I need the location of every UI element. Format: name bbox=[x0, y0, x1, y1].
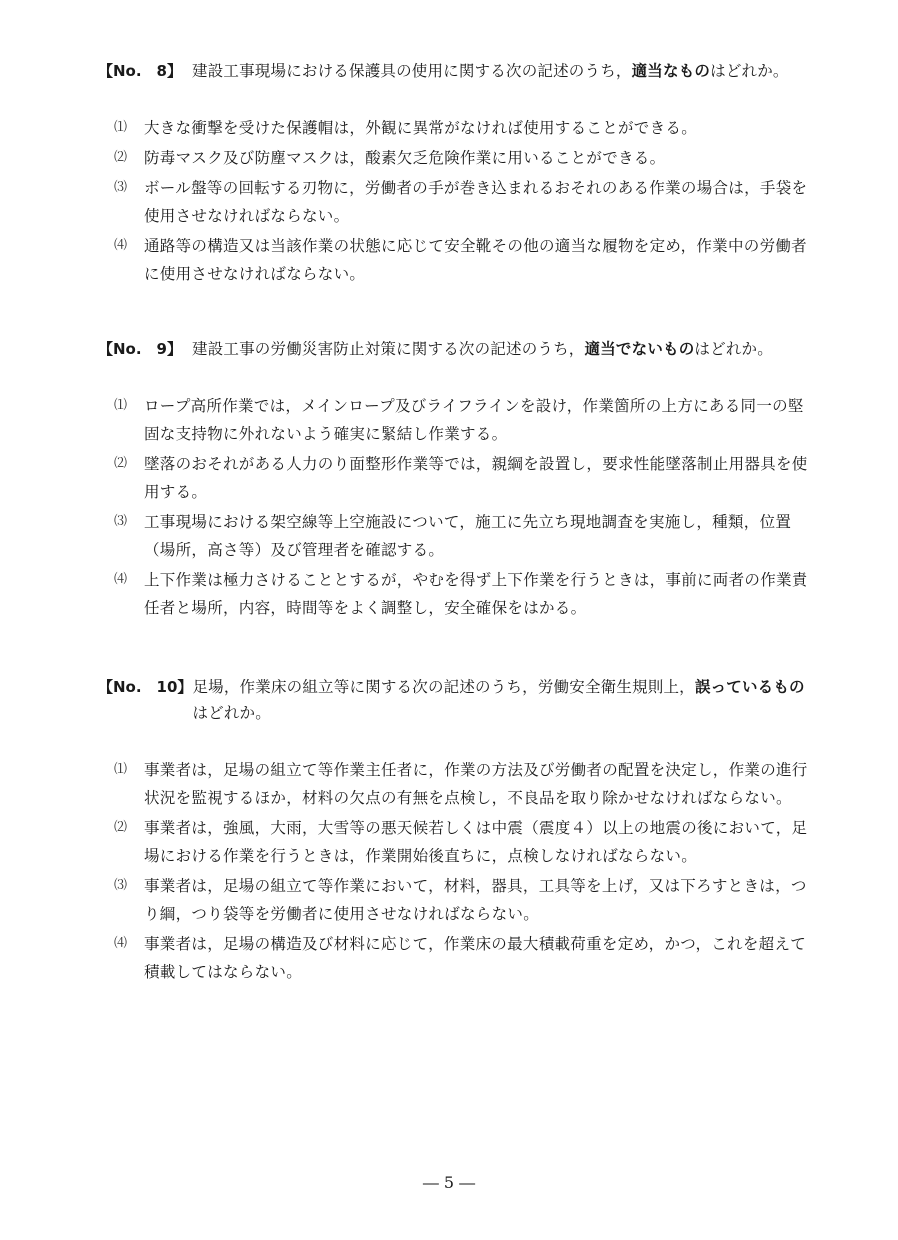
option-1 bbox=[98, 756, 818, 812]
option-4 bbox=[98, 232, 818, 288]
option-text: 事業者は，強風，大雨，大雪等の悪天候若しくは中震（震度４）以上の地震の後において，足場における作業を行うときは，作業開始後直ちに，点検しなければならない。 bbox=[144, 819, 808, 865]
option-label: ⑴ bbox=[114, 120, 128, 135]
option-label: ⑶ bbox=[114, 878, 128, 893]
stem-suffix: はどれか。 bbox=[694, 340, 773, 358]
question-header bbox=[98, 336, 818, 362]
question-stem bbox=[192, 674, 818, 726]
option-text: ボール盤等の回転する刃物に，労働者の手が巻き込まれるおそれのある作業の場合は，手袋を使用させなければならない。 bbox=[144, 179, 808, 225]
question-stem bbox=[192, 58, 818, 84]
option-text: 工事現場における架空線等上空施設について，施工に先立ち現地調査を実施し，種類，位置（場所，高さ等）及び管理者を確認する。 bbox=[144, 513, 792, 559]
question-header bbox=[98, 674, 818, 726]
options-list bbox=[98, 114, 818, 288]
option-text: 防毒マスク及び防塵マスクは，酸素欠乏危険作業に用いることができる。 bbox=[144, 149, 666, 167]
option-label: ⑶ bbox=[114, 180, 128, 195]
option-text: 事業者は，足場の組立て等作業において，材料，器具，工具等を上げ，又は下ろすときは，つり綱，つり袋等を労働者に使用させなければならない。 bbox=[144, 877, 807, 923]
option-text: 事業者は，足場の構造及び材料に応じて，作業床の最大積載荷重を定め，かつ，これを超えて積載してはならない。 bbox=[144, 935, 807, 981]
stem-prefix: 建設工事現場における保護具の使用に関する次の記述のうち， bbox=[192, 62, 632, 80]
option-text: 通路等の構造又は当該作業の状態に応じて安全靴その他の適当な履物を定め，作業中の労働者に使用させなければならない。 bbox=[144, 237, 807, 283]
option-text: ロープ高所作業では，メインロープ及びライフラインを設け，作業箇所の上方にある同一の堅固な支持物に外れないよう確実に緊結し作業する。 bbox=[144, 397, 804, 443]
question-8 bbox=[98, 58, 818, 290]
option-label: ⑴ bbox=[114, 398, 128, 413]
stem-suffix: はどれか。 bbox=[710, 62, 789, 80]
question-number: 【No. 8】 bbox=[98, 62, 182, 80]
option-2 bbox=[98, 144, 818, 172]
option-text: 事業者は，足場の組立て等作業主任者に，作業の方法及び労働者の配置を決定し，作業の進行状況を監視するほか，材料の欠点の有無を点検し，不良品を取り除かせなければならない。 bbox=[144, 761, 808, 807]
option-label: ⑵ bbox=[114, 150, 128, 165]
question-number: 【No. 10】 bbox=[98, 678, 193, 696]
option-4 bbox=[98, 930, 818, 986]
option-4 bbox=[98, 566, 818, 622]
option-label: ⑵ bbox=[114, 820, 128, 835]
option-2 bbox=[98, 450, 818, 506]
page-number: ― 5 ― bbox=[422, 1173, 476, 1192]
option-label: ⑴ bbox=[114, 762, 128, 777]
question-header bbox=[98, 58, 818, 84]
option-label: ⑶ bbox=[114, 514, 128, 529]
option-label: ⑷ bbox=[114, 936, 128, 951]
option-text: 大きな衝撃を受けた保護帽は，外観に異常がなければ使用することができる。 bbox=[144, 119, 698, 137]
options-list bbox=[98, 392, 818, 622]
stem-suffix: はどれか。 bbox=[192, 704, 271, 722]
option-3 bbox=[98, 508, 818, 564]
option-3 bbox=[98, 872, 818, 928]
stem-prefix: 足場，作業床の組立等に関する次の記述のうち，労働安全衛生規則上， bbox=[192, 678, 695, 696]
question-stem bbox=[192, 336, 818, 362]
stem-emphasis: 適当でないもの bbox=[584, 339, 695, 358]
question-10 bbox=[98, 674, 818, 988]
question-9 bbox=[98, 336, 818, 624]
stem-emphasis: 誤っているもの bbox=[694, 677, 805, 696]
option-1 bbox=[98, 392, 818, 448]
question-number: 【No. 9】 bbox=[98, 340, 182, 358]
option-text: 上下作業は極力さけることとするが，やむを得ず上下作業を行うときは，事前に両者の作業責任者と場所，内容，時間等をよく調整し，安全確保をはかる。 bbox=[144, 571, 808, 617]
stem-emphasis: 適当なもの bbox=[631, 61, 711, 80]
option-label: ⑵ bbox=[114, 456, 128, 471]
option-2 bbox=[98, 814, 818, 870]
option-label: ⑷ bbox=[114, 572, 128, 587]
options-list bbox=[98, 756, 818, 986]
option-label: ⑷ bbox=[114, 238, 128, 253]
option-3 bbox=[98, 174, 818, 230]
option-text: 墜落のおそれがある人力のり面整形作業等では，親綱を設置し，要求性能墜落制止用器具を使用する。 bbox=[144, 455, 808, 501]
stem-prefix: 建設工事の労働災害防止対策に関する次の記述のうち， bbox=[192, 340, 585, 358]
option-1 bbox=[98, 114, 818, 142]
